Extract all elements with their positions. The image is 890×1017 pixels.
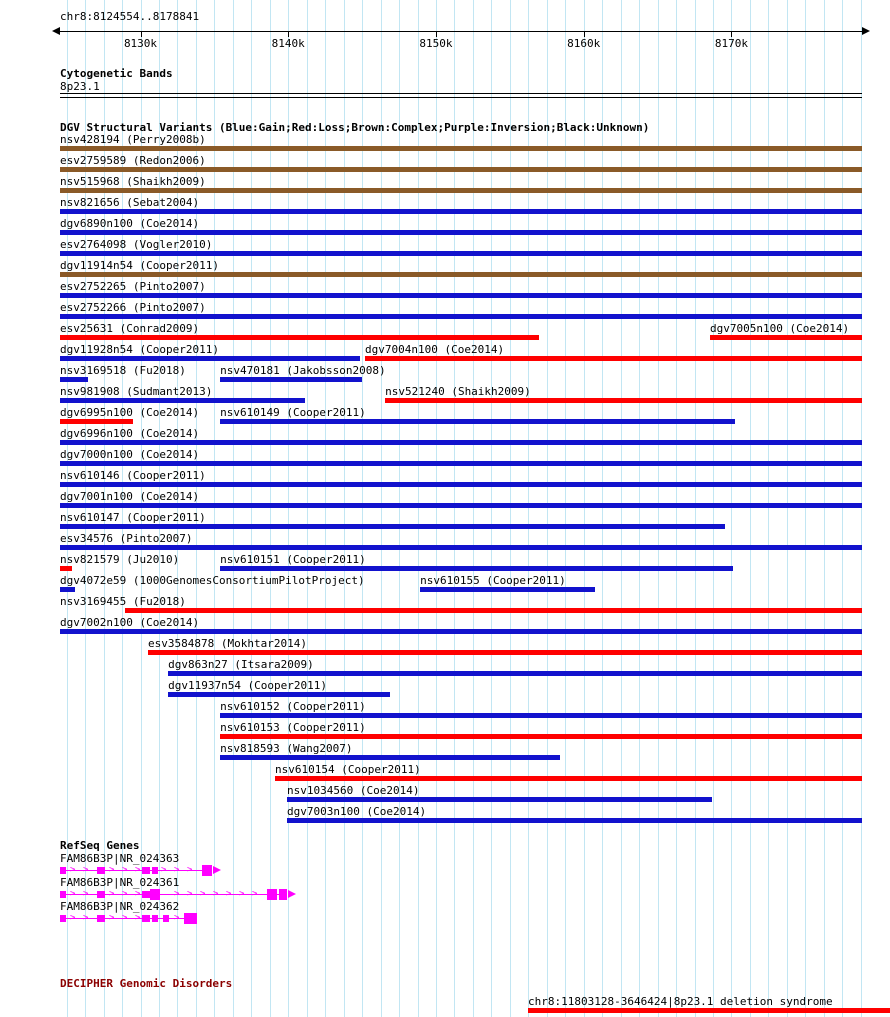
variant-label[interactable]: dgv11914n54 (Cooper2011) — [60, 259, 219, 272]
intron-chevron-icon: > — [109, 913, 115, 923]
intron-chevron-icon: > — [83, 865, 89, 875]
variant-bar-gain[interactable] — [60, 398, 305, 403]
variant-bar-gain[interactable] — [420, 587, 595, 592]
variant-bar-gain[interactable] — [220, 377, 362, 382]
variant-bar-gain[interactable] — [168, 671, 862, 676]
intron-chevron-icon: > — [70, 889, 76, 899]
section-decipher-header: DECIPHER Genomic Disorders — [60, 977, 233, 990]
exon — [60, 867, 66, 874]
gene-arrow-icon — [288, 890, 296, 898]
ruler-tick-label: 8170k — [714, 37, 748, 50]
exon — [152, 867, 158, 874]
variant-bar-loss[interactable] — [60, 419, 133, 424]
variant-label[interactable]: dgv6995n100 (Coe2014) — [60, 406, 200, 419]
intron-chevron-icon: > — [213, 889, 219, 899]
variant-label[interactable]: dgv6890n100 (Coe2014) — [60, 217, 200, 230]
intron-chevron-icon: > — [135, 865, 141, 875]
intron-chevron-icon: > — [174, 865, 180, 875]
exon — [142, 867, 150, 874]
variant-bar-loss[interactable] — [365, 356, 862, 361]
variant-label[interactable]: nsv610146 (Cooper2011) — [60, 469, 206, 482]
variant-label[interactable]: nsv610154 (Cooper2011) — [275, 763, 421, 776]
variant-label[interactable]: nsv3169518 (Fu2018) — [60, 364, 186, 377]
variant-label[interactable]: nsv1034560 (Coe2014) — [287, 784, 420, 797]
variant-bar-gain[interactable] — [60, 440, 862, 445]
variant-bar-loss[interactable] — [148, 650, 862, 655]
exon — [267, 889, 277, 900]
intron-chevron-icon: > — [83, 913, 89, 923]
intron-chevron-icon: > — [252, 889, 258, 899]
variant-label[interactable]: esv34576 (Pinto2007) — [60, 532, 193, 545]
ruler-tick-label: 8130k — [123, 37, 158, 50]
variant-label[interactable]: nsv981908 (Sudmant2013) — [60, 385, 213, 398]
section-refseq-header: RefSeq Genes — [60, 839, 140, 852]
variant-bar-loss[interactable] — [385, 398, 862, 403]
intron-chevron-icon: > — [70, 913, 76, 923]
variant-label[interactable]: esv3584878 (Mokhtar2014) — [148, 637, 307, 650]
ruler-tick-label: 8140k — [271, 37, 305, 50]
gene-model[interactable] — [0, 912, 890, 926]
variant-bar-gain[interactable] — [220, 713, 862, 718]
variant-label[interactable]: nsv3169455 (Fu2018) — [60, 595, 186, 608]
exon — [279, 889, 287, 900]
variant-bar-gain[interactable] — [60, 356, 360, 361]
intron-chevron-icon: > — [109, 865, 115, 875]
decipher-label[interactable]: chr8:11803128-3646424|8p23.1 deletion syndrome — [528, 995, 833, 1008]
variant-bar-loss[interactable] — [275, 776, 862, 781]
exon — [142, 891, 150, 898]
variant-label[interactable]: esv25631 (Conrad2009) — [60, 322, 200, 335]
cytoband-glyph — [60, 93, 862, 98]
variant-bar-gain[interactable] — [220, 755, 560, 760]
variant-bar-gain[interactable] — [220, 419, 735, 424]
gene-label[interactable]: FAM86B3P|NR_024363 — [60, 852, 180, 865]
variant-label[interactable]: dgv863n27 (Itsara2009) — [168, 658, 314, 671]
intron-chevron-icon: > — [122, 913, 128, 923]
variant-label[interactable]: dgv7000n100 (Coe2014) — [60, 448, 200, 461]
variant-bar-loss[interactable] — [60, 566, 72, 571]
intron-chevron-icon: > — [135, 889, 141, 899]
variant-bar-gain[interactable] — [168, 692, 390, 697]
variant-label[interactable]: dgv7003n100 (Coe2014) — [287, 805, 427, 818]
variant-label[interactable]: esv2752266 (Pinto2007) — [60, 301, 206, 314]
intron-chevron-icon: > — [174, 889, 180, 899]
ruler-line — [60, 31, 862, 32]
variant-bar-loss[interactable] — [220, 734, 862, 739]
variant-label[interactable]: nsv610149 (Cooper2011) — [220, 406, 366, 419]
exon — [163, 915, 169, 922]
variant-label[interactable]: nsv610155 (Cooper2011) — [420, 574, 566, 587]
region-coordinates: chr8:8124554..8178841 — [60, 10, 200, 23]
intron-chevron-icon: > — [187, 865, 193, 875]
exon — [60, 891, 66, 898]
variant-label[interactable]: nsv610147 (Cooper2011) — [60, 511, 206, 524]
variant-label[interactable]: esv2759589 (Redon2006) — [60, 154, 206, 167]
variant-label[interactable]: nsv610151 (Cooper2011) — [220, 553, 366, 566]
variant-bar-gain[interactable] — [60, 587, 75, 592]
section-cytogenetic-header: Cytogenetic Bands — [60, 67, 173, 80]
variant-label[interactable]: dgv7004n100 (Coe2014) — [365, 343, 505, 356]
variant-label[interactable]: dgv7001n100 (Coe2014) — [60, 490, 200, 503]
intron-chevron-icon: > — [200, 889, 206, 899]
variant-bar-gain[interactable] — [60, 482, 862, 487]
exon — [152, 915, 158, 922]
exon — [150, 889, 160, 900]
variant-label[interactable]: dgv11937n54 (Cooper2011) — [168, 679, 328, 692]
ruler-arrow-left-icon — [52, 27, 60, 35]
variant-label[interactable]: dgv4072e59 (1000GenomesConsortiumPilotProject) — [60, 574, 365, 587]
ruler-tick-label: 8160k — [567, 37, 601, 50]
intron-chevron-icon: > — [226, 889, 232, 899]
variant-bar-loss[interactable] — [125, 608, 862, 613]
variant-bar-gain[interactable] — [60, 461, 862, 466]
variant-bar-gain[interactable] — [287, 818, 862, 823]
gene-arrow-icon — [213, 866, 221, 874]
intron-chevron-icon: > — [122, 889, 128, 899]
exon — [97, 915, 105, 922]
variant-label[interactable]: nsv515968 (Shaikh2009) — [60, 175, 206, 188]
intron-chevron-icon: > — [174, 913, 180, 923]
intron-chevron-icon: > — [122, 865, 128, 875]
variant-bar-gain[interactable] — [60, 524, 725, 529]
variant-label[interactable]: nsv428194 (Perry2008b) — [60, 133, 206, 146]
variant-label[interactable]: dgv6996n100 (Coe2014) — [60, 427, 200, 440]
variant-bar-loss[interactable] — [710, 335, 862, 340]
variant-label[interactable]: nsv818593 (Wang2007) — [220, 742, 353, 755]
exon — [60, 915, 66, 922]
exon — [97, 867, 105, 874]
intron-chevron-icon: > — [70, 865, 76, 875]
section-dgv-header: DGV Structural Variants (Blue:Gain;Red:Loss;Brown:Complex;Purple:Inversion;Black:Unknown) — [60, 121, 650, 134]
variant-label[interactable]: nsv821656 (Sebat2004) — [60, 196, 200, 209]
variant-bar-complex[interactable] — [60, 188, 862, 193]
variant-bar-complex[interactable] — [60, 146, 862, 151]
variant-bar-gain[interactable] — [60, 230, 862, 235]
variant-bar-gain[interactable] — [60, 251, 862, 256]
exon — [202, 865, 212, 876]
variant-label[interactable]: nsv610153 (Cooper2011) — [220, 721, 366, 734]
variant-bar-gain[interactable] — [60, 314, 862, 319]
intron-chevron-icon: > — [83, 889, 89, 899]
variant-label[interactable]: esv2752265 (Pinto2007) — [60, 280, 206, 293]
decipher-bar[interactable] — [528, 1008, 890, 1013]
variant-bar-complex[interactable] — [60, 167, 862, 172]
variant-bar-gain[interactable] — [60, 629, 862, 634]
variant-bar-gain[interactable] — [287, 797, 712, 802]
exon — [142, 915, 150, 922]
variant-bar-complex[interactable] — [60, 272, 862, 277]
gene-label[interactable]: FAM86B3P|NR_024362 — [60, 900, 180, 913]
ruler-arrow-right-icon — [862, 27, 870, 35]
cytoband-label: 8p23.1 — [60, 80, 100, 93]
intron-chevron-icon: > — [239, 889, 245, 899]
variant-label[interactable]: nsv821579 (Ju2010) — [60, 553, 180, 566]
variant-bar-gain[interactable] — [60, 293, 862, 298]
intron-chevron-icon: > — [187, 889, 193, 899]
variant-label[interactable]: nsv610152 (Cooper2011) — [220, 700, 366, 713]
variant-bar-gain[interactable] — [220, 566, 733, 571]
variant-bar-loss[interactable] — [60, 335, 539, 340]
variant-label[interactable]: nsv521240 (Shaikh2009) — [385, 385, 531, 398]
intron-chevron-icon: > — [135, 913, 141, 923]
exon — [97, 891, 105, 898]
variant-label[interactable]: dgv11928n54 (Cooper2011) — [60, 343, 219, 356]
variant-label[interactable]: dgv7005n100 (Coe2014) — [710, 322, 850, 335]
exon — [184, 913, 197, 924]
variant-bar-gain[interactable] — [60, 377, 88, 382]
gene-label[interactable]: FAM86B3P|NR_024361 — [60, 876, 180, 889]
variant-label[interactable]: nsv470181 (Jakobsson2008) — [220, 364, 386, 377]
intron-chevron-icon: > — [161, 865, 167, 875]
ruler-tick-label: 8150k — [419, 37, 453, 50]
variant-label[interactable]: dgv7002n100 (Coe2014) — [60, 616, 200, 629]
intron-chevron-icon: > — [109, 889, 115, 899]
variant-bar-gain[interactable] — [60, 209, 862, 214]
variant-bar-gain[interactable] — [60, 503, 862, 508]
variant-label[interactable]: esv2764098 (Vogler2010) — [60, 238, 213, 251]
variant-bar-gain[interactable] — [60, 545, 862, 550]
